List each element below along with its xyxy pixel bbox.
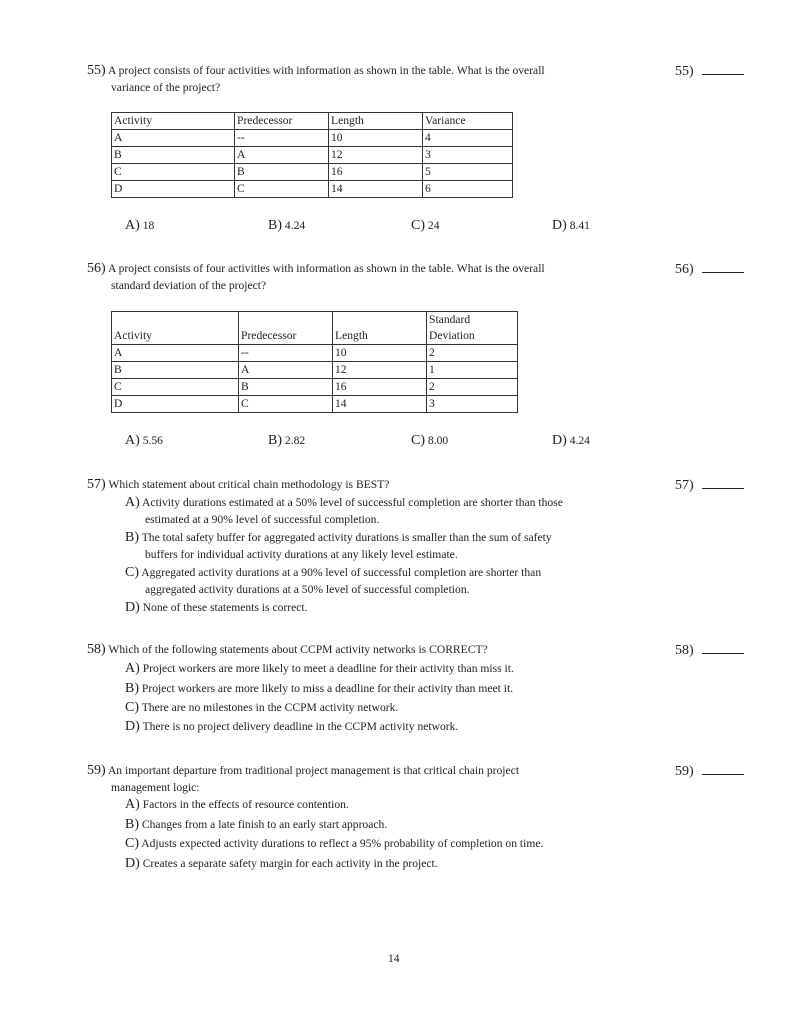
answer-label: 59) (675, 764, 694, 779)
question-number: 59) (87, 763, 106, 778)
cell: -- (239, 345, 333, 362)
option-a: A) 5.56 (125, 433, 163, 448)
table-row (112, 164, 513, 181)
question-number: 55) (87, 63, 106, 78)
question-text: management logic: (111, 781, 200, 794)
header-cell: Predecessor (235, 113, 329, 130)
option-c: C) Adjusts expected activity durations to reflect a 95% probability of completion on time. (125, 836, 544, 851)
option-c: C) There are no milestones in the CCPM activity network. (125, 700, 399, 715)
answer-blank-59[interactable] (675, 762, 744, 780)
question-text: Which of the following statements about CCPM activity networks is CORRECT? (108, 643, 488, 656)
question-55 (87, 62, 545, 79)
cell: 1 (427, 362, 518, 379)
option-a: A) Project workers are more likely to meet a deadline for their activity than miss it. (125, 661, 514, 676)
page-number: 14 (388, 952, 400, 965)
option-b: B) Changes from a late finish to an early start approach. (125, 817, 388, 832)
cell: 16 (329, 164, 423, 181)
answer-blank-56[interactable] (675, 260, 744, 278)
cell: C (235, 181, 329, 198)
cell: C (239, 396, 333, 413)
question-number: 58) (87, 642, 106, 657)
table-row (112, 147, 513, 164)
cell: D (112, 396, 239, 413)
cell: 14 (333, 396, 427, 413)
cell: 10 (333, 345, 427, 362)
header-cell: Activity (112, 312, 239, 345)
question-number: 57) (87, 477, 106, 492)
question-text: standard deviation of the project? (111, 279, 267, 292)
cell: D (112, 181, 235, 198)
answer-label: 56) (675, 262, 694, 277)
question-text: Which statement about critical chain methodology is BEST? (108, 478, 390, 491)
option-a: A) Factors in the effects of resource contention. (125, 797, 349, 812)
option-a: A) 18 (125, 218, 155, 233)
question-text: A project consists of four activities with information as shown in the table. What is the overall (107, 64, 545, 77)
table-row (112, 396, 518, 413)
question-text: An important departure from traditional project management is that critical chain project (107, 764, 520, 777)
cell: 2 (427, 379, 518, 396)
option-d: D) None of these statements is correct. (125, 600, 308, 615)
cell: -- (235, 130, 329, 147)
table-header-row (112, 312, 518, 345)
table-row (112, 345, 518, 362)
cell: C (112, 379, 239, 396)
activity-table-56 (111, 311, 518, 413)
option-d: D) 4.24 (552, 433, 590, 448)
cell: 12 (333, 362, 427, 379)
question-57 (87, 476, 389, 493)
cell: 12 (329, 147, 423, 164)
option-d: D) 8.41 (552, 218, 590, 233)
question-text: variance of the project? (111, 81, 221, 94)
activity-table-55 (111, 112, 513, 198)
cell: B (235, 164, 329, 181)
answer-label: 55) (675, 64, 694, 79)
answer-label: 58) (675, 643, 694, 658)
cell: B (112, 362, 239, 379)
question-59 (87, 762, 519, 779)
option-d: D) There is no project delivery deadline in the CCPM activity network. (125, 719, 459, 734)
header-cell: Length (329, 113, 423, 130)
cell: A (112, 345, 239, 362)
option-d: D) Creates a separate safety margin for each activity in the project. (125, 856, 438, 871)
cell: B (239, 379, 333, 396)
option-b: B) 2.82 (268, 433, 306, 448)
option-a-cont: estimated at a 90% level of successful completion. (145, 513, 380, 526)
cell: A (235, 147, 329, 164)
question-text: A project consists of four activities with information as shown in the table. What is the overall (107, 262, 545, 275)
question-number: 56) (87, 261, 106, 276)
cell: 3 (423, 147, 513, 164)
cell: 16 (333, 379, 427, 396)
cell: 14 (329, 181, 423, 198)
option-b: B) Project workers are more likely to miss a deadline for their activity than meet it. (125, 681, 514, 696)
header-cell: Standard Deviation (427, 312, 518, 345)
cell: 10 (329, 130, 423, 147)
header-cell: Predecessor (239, 312, 333, 345)
option-c: C) Aggregated activity durations at a 90% level of successful completion are shorter than (125, 565, 542, 580)
cell: 4 (423, 130, 513, 147)
answer-label: 57) (675, 478, 694, 493)
table-header-row (112, 113, 513, 130)
question-56 (87, 260, 545, 277)
header-cell: Activity (112, 113, 235, 130)
option-c-cont: aggregated activity durations at a 50% level of successful completion. (145, 583, 470, 596)
answer-blank-55[interactable] (675, 62, 744, 80)
header-cell: Variance (423, 113, 513, 130)
option-b-cont: buffers for individual activity durations at any likely level estimate. (145, 548, 458, 561)
question-58 (87, 641, 488, 658)
option-c: C) 8.00 (411, 433, 449, 448)
option-a: A) Activity durations estimated at a 50% level of successful completion are shorter than those (125, 495, 563, 510)
table-row (112, 379, 518, 396)
option-b: B) 4.24 (268, 218, 306, 233)
cell: C (112, 164, 235, 181)
header-cell: Length (333, 312, 427, 345)
table-row (112, 130, 513, 147)
cell: B (112, 147, 235, 164)
cell: A (112, 130, 235, 147)
cell: 5 (423, 164, 513, 181)
cell: A (239, 362, 333, 379)
option-c: C) 24 (411, 218, 440, 233)
answer-blank-57[interactable] (675, 476, 744, 494)
table-row (112, 362, 518, 379)
option-b: B) The total safety buffer for aggregated activity durations is smaller than the sum of safety (125, 530, 552, 545)
table-row (112, 181, 513, 198)
cell: 3 (427, 396, 518, 413)
cell: 6 (423, 181, 513, 198)
answer-blank-58[interactable] (675, 641, 744, 659)
cell: 2 (427, 345, 518, 362)
